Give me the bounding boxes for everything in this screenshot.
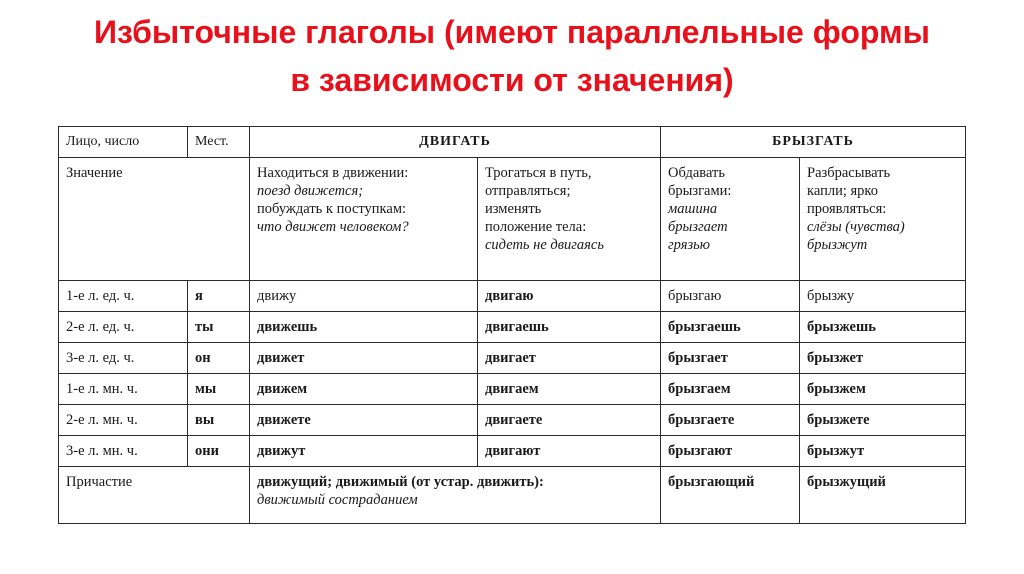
form-bryzgat-2: брызжу [800, 281, 966, 312]
row-pronoun: я [188, 281, 250, 312]
conjugation-table [58, 126, 966, 524]
form-dvigat-2: двигаем [478, 374, 661, 405]
row-pronoun: он [188, 343, 250, 374]
form-bryzgat-2: брызжешь [800, 312, 966, 343]
form-bryzgat-1: брызгаешь [661, 312, 800, 343]
form-bryzgat-1: брызгаю [661, 281, 800, 312]
row-pronoun: они [188, 436, 250, 467]
form-bryzgat-1: брызгаете [661, 405, 800, 436]
header-row [59, 127, 966, 158]
form-dvigat-1: движете [250, 405, 478, 436]
participle-bryzgat-2: брызжущий [800, 467, 966, 524]
row-person: 1-е л. мн. ч. [59, 374, 188, 405]
row-person: 2-е л. мн. ч. [59, 405, 188, 436]
meaning-dvigat-1: Находиться в движении: поезд движется; побуждать к поступкам: что движет человеком? [250, 158, 478, 281]
table-row [59, 312, 966, 343]
row-pronoun: ты [188, 312, 250, 343]
participle-row [59, 467, 966, 524]
form-dvigat-2: двигаешь [478, 312, 661, 343]
row-person: 3-е л. ед. ч. [59, 343, 188, 374]
meaning-label: Значение [59, 158, 250, 281]
participle-dvigat: движущий; движимый (от устар. движить): движимый состраданием [250, 467, 661, 524]
form-bryzgat-1: брызгает [661, 343, 800, 374]
form-bryzgat-2: брызжут [800, 436, 966, 467]
form-dvigat-2: двигаю [478, 281, 661, 312]
form-bryzgat-2: брызжет [800, 343, 966, 374]
participle-label: Причастие [59, 467, 250, 524]
form-bryzgat-1: брызгаем [661, 374, 800, 405]
title-line-1: Избыточные глаголы (имеют параллельные формы [94, 14, 930, 50]
header-person: Лицо, число [59, 127, 188, 158]
table-row [59, 281, 966, 312]
table-row [59, 343, 966, 374]
header-verb-dvigat: ДВИГАТЬ [250, 127, 661, 158]
slide-title [0, 8, 1024, 104]
table-row [59, 405, 966, 436]
meaning-bryzgat-2: Разбрасывать капли; ярко проявляться: слёзы (чувства) брызжут [800, 158, 966, 281]
table-row [59, 436, 966, 467]
title-line-2: в зависимости от значения) [290, 62, 734, 98]
form-dvigat-1: движешь [250, 312, 478, 343]
form-bryzgat-2: брызжете [800, 405, 966, 436]
form-dvigat-1: движет [250, 343, 478, 374]
form-dvigat-2: двигает [478, 343, 661, 374]
form-bryzgat-2: брызжем [800, 374, 966, 405]
header-verb-bryzgat: БРЫЗГАТЬ [661, 127, 966, 158]
form-dvigat-2: двигаете [478, 405, 661, 436]
table-row [59, 374, 966, 405]
row-person: 1-е л. ед. ч. [59, 281, 188, 312]
form-dvigat-1: движут [250, 436, 478, 467]
header-pronoun: Мест. [188, 127, 250, 158]
meaning-dvigat-2: Трогаться в путь, отправляться; изменять положение тела: сидеть не двигаясь [478, 158, 661, 281]
row-pronoun: вы [188, 405, 250, 436]
meaning-row [59, 158, 966, 281]
form-dvigat-1: движу [250, 281, 478, 312]
row-person: 2-е л. ед. ч. [59, 312, 188, 343]
form-dvigat-2: двигают [478, 436, 661, 467]
form-dvigat-1: движем [250, 374, 478, 405]
meaning-bryzgat-1: Обдавать брызгами: машина брызгает грязью [661, 158, 800, 281]
form-bryzgat-1: брызгают [661, 436, 800, 467]
participle-bryzgat-1: брызгающий [661, 467, 800, 524]
row-pronoun: мы [188, 374, 250, 405]
row-person: 3-е л. мн. ч. [59, 436, 188, 467]
